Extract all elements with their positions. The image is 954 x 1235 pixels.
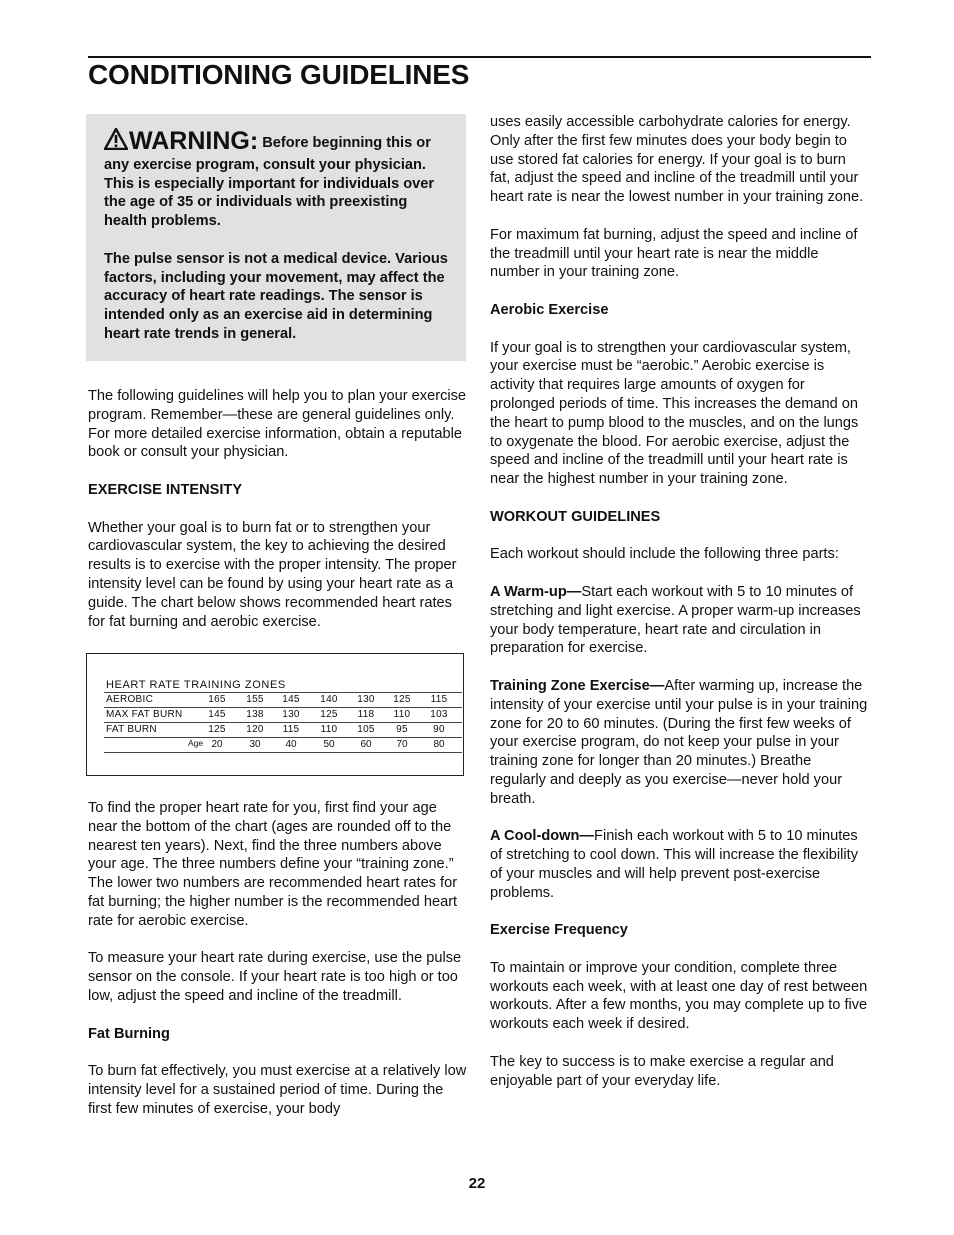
workout-parts-paragraph: Each workout should include the following three parts:	[490, 546, 839, 563]
warning-box	[86, 114, 466, 361]
chart-row-max-fat-burn	[104, 707, 462, 722]
cool-down-paragraph	[490, 827, 870, 902]
fat-burning-continued-paragraph: uses easily accessible carbohydrate calories for energy. Only after the first few minutes does your body begin to use stored fat calories for energy. If your goal is to burn fat, adjust the speed and incline of the treadmill until your heart rate is near the lowest number in your training zone.	[490, 114, 864, 206]
chart-value: 130	[357, 694, 375, 705]
chart-value: 145	[208, 709, 226, 720]
age-value: 60	[360, 739, 372, 750]
chart-value: 115	[430, 694, 448, 705]
warning-paragraph-1	[104, 128, 448, 231]
warm-up-lead: A Warm-up—	[490, 583, 582, 600]
training-zone-paragraph	[490, 677, 870, 809]
chart-title: HEART RATE TRAINING ZONES	[106, 679, 286, 691]
chart-value: 165	[208, 694, 226, 705]
chart-value: 118	[357, 709, 375, 720]
max-fat-burning-paragraph: For maximum fat burning, adjust the speed and incline of the treadmill until your heart rate is near the middle number in your training zone.	[490, 226, 858, 281]
fat-burning-paragraph: To burn fat effectively, you must exercise at a relatively low intensity level for a sustained period of time. During the first few minutes of exercise, your body	[88, 1063, 467, 1117]
left-column-top	[88, 387, 468, 650]
chart-value: 125	[320, 709, 338, 720]
chart-value: 115	[282, 724, 300, 735]
left-column-bottom	[88, 799, 468, 1137]
chart-value: 95	[396, 724, 408, 735]
chart-value: 110	[393, 709, 411, 720]
chart-row-label: MAX FAT BURN	[106, 709, 183, 720]
workout-guidelines-heading: WORKOUT GUIDELINES	[490, 508, 661, 525]
exercise-frequency-heading: Exercise Frequency	[490, 922, 628, 939]
intro-paragraph: The following guidelines will help you to plan your exercise program. Remember—these are general guidelines only. For more detailed exercise information, obtain a reputable book or consult your physician.	[88, 388, 467, 461]
warm-up-text: Start each workout with 5 to 10 minutes of stretching and light exercise. A proper warm-up increases your body temperature, heart rate and circulation in preparation for exercise.	[490, 583, 861, 657]
chart-value: 125	[393, 694, 411, 705]
chart-value: 103	[430, 709, 448, 720]
right-column	[490, 113, 870, 1109]
chart-value: 140	[320, 694, 338, 705]
fat-burning-heading: Fat Burning	[88, 1025, 170, 1042]
chart-value: 90	[433, 724, 445, 735]
exercise-frequency-paragraph: To maintain or improve your condition, complete three workouts each week, with at least one day of rest between workouts. After a few months, you may complete up to five workouts each week if desired.	[490, 959, 868, 1033]
chart-value: 130	[282, 709, 300, 720]
chart-row-label: AEROBIC	[106, 694, 154, 705]
age-value: 40	[285, 739, 297, 750]
pulse-sensor-notice: The pulse sensor is not a medical device. Various factors, including your movement, may affect the accuracy of heart rate readings. The sensor is intended only as an exercise aid in determining heart rate trends in general.	[104, 250, 448, 342]
training-zone-text: After warming up, increase the intensity of your exercise until your pulse is in your training zone for 20 to 60 minutes. (During the first few weeks of your exercise program, do not keep your pulse in your training zone for longer than 20 minutes.) Breathe regularly and deeply as you exercise—never hold your breath.	[490, 677, 868, 807]
chart-value: 125	[208, 724, 226, 735]
key-to-success-paragraph: The key to success is to make exercise a regular and enjoyable part of your everyday life.	[490, 1053, 834, 1089]
find-heart-rate-paragraph: To find the proper heart rate for you, first find your age near the bottom of the chart (ages are rounded off to the nearest ten years). Next, find the three numbers above your age. The three numbers define your “training zone.” The lower two numbers are recommended heart rates for fat burning; the higher number is the recommended heart rate for aerobic exercise.	[88, 800, 458, 929]
chart-value: 105	[357, 724, 375, 735]
exercise-intensity-paragraph: Whether your goal is to burn fat or to strengthen your cardiovascular system, the key to achieving the desired results is to exercise with the proper intensity. The proper intensity level can be found by using your heart rate as a guide. The chart below shows recommended heart rates for fat burning and aerobic exercise.	[88, 519, 457, 630]
chart-value: 155	[246, 694, 264, 705]
chart-value: 120	[246, 724, 264, 735]
chart-row-aerobic	[104, 692, 462, 707]
measure-heart-rate-paragraph: To measure your heart rate during exercise, use the pulse sensor on the console. If your heart rate is too high or too low, adjust the speed and incline of the treadmill.	[88, 950, 462, 1004]
chart-row-age	[104, 737, 462, 753]
top-rule	[88, 56, 871, 58]
age-value: 20	[211, 739, 223, 750]
age-value: 80	[433, 739, 445, 750]
warning-text: or any exercise program, consult your physician. This is especially important for individuals over the age of 35 or individuals with preexisting health problems.	[104, 135, 435, 230]
page-title: CONDITIONING GUIDELINES	[88, 59, 470, 90]
age-value: 30	[249, 739, 261, 750]
cool-down-text: Finish each workout with 5 to 10 minutes of stretching to cool down. This will increase the flexibility of your muscles and will help prevent post-exercise problems.	[490, 828, 858, 901]
page-number: 22	[468, 1175, 486, 1192]
warm-up-paragraph	[490, 583, 870, 658]
warning-heading: WARNING:	[129, 127, 259, 155]
cool-down-lead: A Cool-down—	[490, 828, 595, 845]
age-value: 70	[396, 739, 408, 750]
aerobic-exercise-heading: Aerobic Exercise	[490, 301, 609, 318]
chart-value: 110	[320, 724, 338, 735]
training-zone-lead: Training Zone Exercise—	[490, 677, 665, 694]
chart-value: 145	[282, 694, 300, 705]
age-value: 50	[323, 739, 335, 750]
exercise-intensity-heading: EXERCISE INTENSITY	[88, 481, 243, 498]
age-label: Age	[188, 738, 204, 748]
aerobic-exercise-paragraph: If your goal is to strengthen your cardiovascular system, your exercise must be “aerobic.” Aerobic exercise is activity that requires large amounts of oxygen for prolonged periods of time. This increases the demand on the heart to pump blood to the muscles, and on the lungs to oxygenate the blood. For aerobic exercise, adjust the speed and incline of the treadmill until your heart rate is near the highest number in your training zone.	[490, 339, 859, 488]
chart-value: 138	[246, 709, 264, 720]
chart-row-fat-burn	[104, 722, 462, 737]
chart-row-label: FAT BURN	[106, 724, 157, 735]
warning-triangle-icon	[104, 128, 128, 156]
warning-text-lead: Before beginning this	[262, 135, 413, 151]
